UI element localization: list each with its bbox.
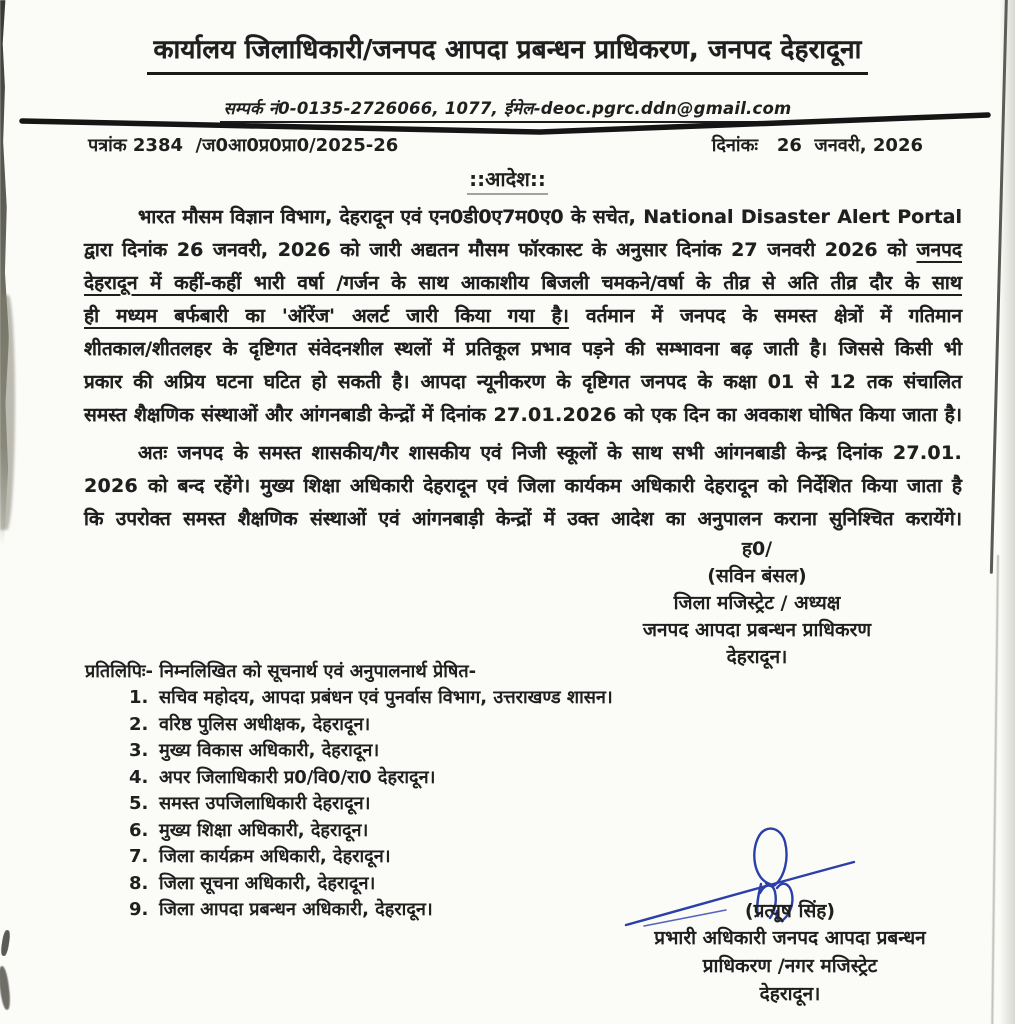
item-number: 6. xyxy=(129,819,149,841)
text-segment: शीतकाल/शीतलहर के दृष्टिगत संवेदनशील स्थलों में प्रतिकूल प्रभाव पड़ने की सम्भावना बढ़ जाती है। जिससे किसी भी xyxy=(84,338,962,360)
document-text-line xyxy=(84,300,962,333)
copy-recipient-item xyxy=(85,738,735,765)
item-text: अपर जिलाधिकारी प्र0/वि0/रा0 देहरादून। xyxy=(159,766,436,788)
scan-left-edge-artifact xyxy=(0,0,9,545)
order-heading: ::आदेश:: xyxy=(467,165,548,195)
document-text-line xyxy=(84,503,962,536)
signatory-name: (प्रत्यूष सिंह) xyxy=(744,900,836,922)
document-text-line xyxy=(84,399,962,432)
signature-text-line: जनपद आपदा प्रबन्धन प्राधिकरण xyxy=(642,619,872,641)
signature-text-line: प्रभारी अधिकारी जनपद आपदा प्रबन्धन xyxy=(654,927,926,949)
office-title: कार्यालय जिलाधिकारी/जनपद आपदा प्रबन्धन प्राधिकरण, जनपद देहरादूना xyxy=(147,30,867,75)
item-number: 3. xyxy=(129,740,149,761)
scan-left-mark xyxy=(0,966,12,1011)
signature-text-line: (सविन बंसल) xyxy=(707,565,807,587)
order-heading-row xyxy=(0,165,1015,195)
signature-block-incharge-officer xyxy=(600,822,980,1008)
text-segment: को एक दिन का अवकाश घोषित किया जाता है। xyxy=(616,404,963,426)
scan-right-edge-line xyxy=(990,0,1008,574)
copy-recipient-item xyxy=(85,712,735,739)
item-number: 5. xyxy=(129,793,149,814)
text-segment: जनपद xyxy=(916,239,962,261)
item-text: समस्त उपजिलाधिकारी देहरादून। xyxy=(159,793,371,814)
document-text-line xyxy=(84,470,962,503)
scan-left-smudge xyxy=(0,295,15,530)
item-number: 4. xyxy=(129,766,149,788)
signature-text-line: प्राधिकरण /नगर मजिस्ट्रेट xyxy=(702,955,878,977)
document-text-line xyxy=(84,267,962,300)
item-text: मुख्य विकास अधिकारी, देहरादून। xyxy=(159,740,380,761)
signatory-designation xyxy=(600,924,980,1008)
text-segment: को बन्द रहेंगे। मुख्य शिक्षा अधिकारी देहरादून एवं जिला कार्यकम अधिकारी देहरादून को निर्देशित किया जाता है xyxy=(138,475,962,497)
text-segment: वर्तमान में जनपद के समस्त क्षेत्रों में गतिमान xyxy=(568,305,962,327)
item-text: जिला सूचना अधिकारी, देहरादून। xyxy=(159,872,376,894)
signature-text-line: ह0/ xyxy=(741,538,773,560)
text-segment: देहरादून में कहीं-कहीं भारी वर्षा /गर्जन के साथ आकाशीय बिजली चमकने/वर्षा के तीव्र से अति तीव्र दौर के साथ xyxy=(84,272,962,294)
document-text-line xyxy=(84,437,962,470)
signature-text-line: जिला मजिस्ट्रेट / अध्यक्ष xyxy=(673,592,841,614)
text-segment: 2026 xyxy=(84,475,139,497)
contact-line: सम्पर्क नं0-0135-2726066, 1077, ईमेल-deoc.pgrc.ddn@gmail.com xyxy=(220,96,796,123)
copies-heading: प्रतिलिपिः- निम्नलिखित को सूचनार्थ एवं अनुपालनार्थ प्रेषित- xyxy=(85,661,477,682)
paragraph-weather-alert xyxy=(84,201,962,432)
text-segment: 27.01. xyxy=(892,442,962,464)
text-segment: 27.01.2026 xyxy=(493,404,617,426)
document-text-line xyxy=(84,366,962,399)
scan-right-edge-line xyxy=(991,555,999,1024)
item-text: सचिव महोदय, आपदा प्रबंधन एवं पुनर्वास विभाग, उत्तराखण्ड शासन। xyxy=(159,687,613,708)
copy-recipient-item xyxy=(85,685,735,712)
letter-number: पत्रांक 2384 /ज0आ0प्र0प्रा0/2025-26 xyxy=(88,135,399,156)
text-segment: कि उपरोक्त समस्त शैक्षणिक संस्थाओं एवं आंगनबाड़ी केन्द्रों में उक्त आदेश का अनुपालन कराना सुनिश्चित करायेंगे। xyxy=(84,508,962,530)
letterhead xyxy=(0,30,1015,75)
item-text: जिला कार्यक्रम अधिकारी, देहरादून। xyxy=(159,846,391,867)
document-text-line xyxy=(84,234,962,267)
item-number: 9. xyxy=(129,899,149,920)
document-text-line xyxy=(84,333,962,366)
text-segment: प्रकार की अप्रिय घटना घटित हो सकती है। आपदा न्यूनीकरण के दृष्टिगत जनपद के कक्षा 01 से 12 तक संचालित xyxy=(84,371,962,393)
paragraph-closure-order xyxy=(84,437,962,536)
text-segment: द्वारा दिनांक 26 जनवरी, 2026 को जारी अद्यतन मौसम फॉरकास्ट के अनुसार दिनांक 27 जनवरी 2026 को xyxy=(84,239,917,261)
item-number: 2. xyxy=(129,713,149,735)
copy-recipient-item xyxy=(85,765,735,792)
document-text-line xyxy=(84,201,962,234)
item-text: जिला आपदा प्रबन्धन अधिकारी, देहरादून। xyxy=(159,899,433,920)
text-segment: भारत मौसम विज्ञान विभाग, देहरादून एवं एन0डी0ए7म0ए0 के सचेत, National Disaster Alert Portal xyxy=(138,206,962,228)
item-text: वरिष्ठ पुलिस अधीक्षक, देहरादून। xyxy=(159,713,371,735)
scan-left-mark xyxy=(0,930,11,957)
item-text: मुख्य शिक्षा अधिकारी, देहरादून। xyxy=(159,819,369,841)
letter-date: दिनांकः 26 जनवरी, 2026 xyxy=(711,135,923,156)
text-segment: समस्त शैक्षणिक संस्थाओं और आंगनबाडी केन्द्रों में दिनांक xyxy=(84,404,494,426)
signature-text-line: देहरादून। xyxy=(759,983,821,1005)
signature-text-line: देहरादून। xyxy=(726,646,788,668)
item-number: 1. xyxy=(129,687,149,708)
text-segment: ही मध्यम बर्फबारी का 'ऑरेंज' अलर्ट जारी किया गया है। xyxy=(84,305,569,327)
item-number: 7. xyxy=(129,846,149,867)
signature-block-district-magistrate xyxy=(592,536,922,671)
text-segment: अतः जनपद के समस्त शासकीय/गैर शासकीय एवं निजी स्कूलों के साथ सभी आंगनबाडी केन्द्र दिनांक xyxy=(138,442,893,464)
copy-recipient-item xyxy=(85,791,735,818)
item-number: 8. xyxy=(129,872,149,894)
